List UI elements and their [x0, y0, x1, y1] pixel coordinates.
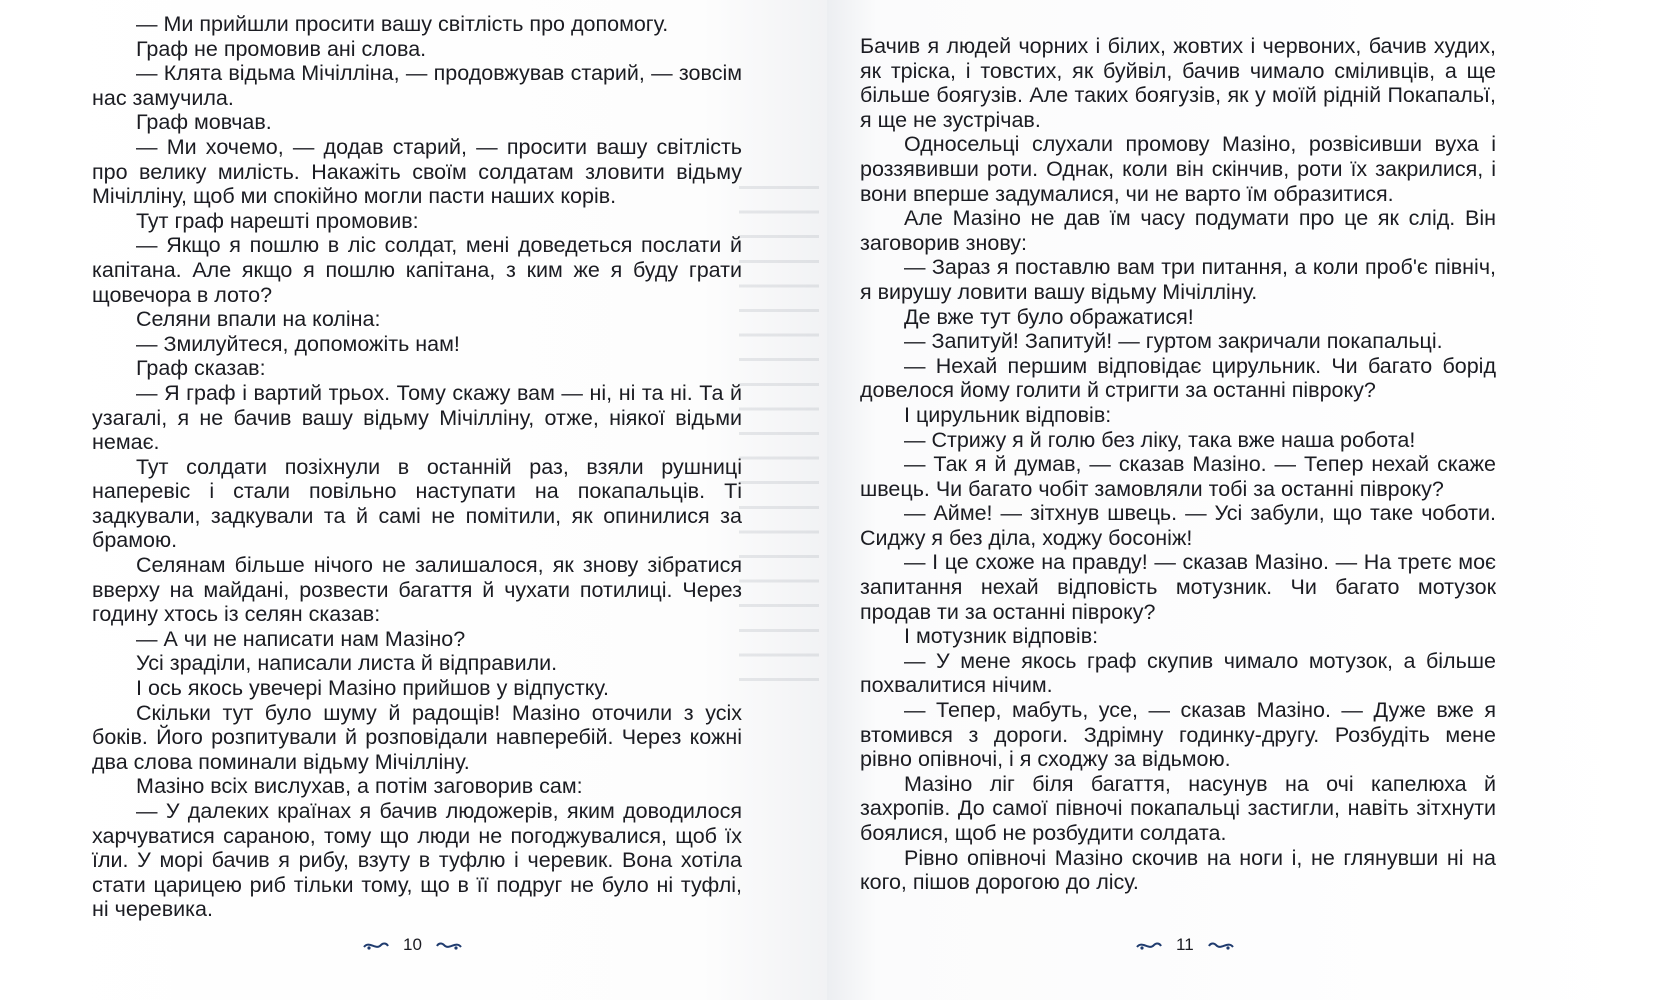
- paragraph: Бачив я людей чорних і білих, жовтих і червоних, бачив худих, як тріска, і товстих, як буйвіл, бачив чимало сміливців, а ще більше боягузів. Але таких боягузів, як у моїй рідній Покапальї, я ще не зустрічав.: [860, 34, 1496, 132]
- paragraph: — Айме! — зітхнув швець. — Усі забули, що таке чоботи. Сиджу я без діла, ходжу босоніж!: [860, 501, 1496, 550]
- show-through-text: [739, 170, 819, 690]
- paragraph: — Так я й думав, — сказав Мазіно. — Тепер нехай скаже швець. Чи багато чобіт замовляли тобі за останні півроку?: [860, 452, 1496, 501]
- paragraph: — А чи не написати нам Мазіно?: [136, 626, 466, 651]
- paragraph: Але Мазіно не дав їм часу подумати про це як слід. Він заговорив знову:: [860, 206, 1496, 255]
- paragraph: — Клята відьма Мічілліна, — продовжував старий, — зовсім нас замучила.: [92, 61, 742, 110]
- paragraph: — Ми хочемо, — додав старий, — просити вашу світлість про велику милість. Накажіть своїм солдатам зловити відьму Мічілліну, щоб ми спокійно могли пасти наших корів.: [92, 134, 742, 209]
- paragraph: Мазіно ліг біля багаття, насунув на очі капелюха й захропів. До самої півночі покапальці застигли, навіть зітхнути боялися, щоб не розбудити солдата.: [860, 771, 1496, 845]
- paragraph: Селяни впали на коліна:: [136, 307, 381, 332]
- scroll-flourish-icon: [1136, 938, 1162, 952]
- right-page: [827, 0, 1654, 1000]
- paragraph: Тут граф нарешті промовив:: [136, 208, 419, 233]
- paragraph: — Ми прийшли просити вашу світлість про допомогу.: [136, 12, 669, 36]
- left-page-text: [92, 12, 742, 922]
- page-number: 11: [1176, 935, 1194, 954]
- page-number: 10: [403, 935, 422, 954]
- paragraph: — Зараз я поставлю вам три питання, а коли проб'є північ, я вирушу ловити вашу відьму Мічілліну.: [860, 255, 1496, 304]
- paragraph: І мотузник відповів:: [904, 624, 1099, 649]
- paragraph: Рівно опівночі Мазіно скочив на ноги і, не глянувши ні на кого, пішов дорогою до лісу.: [860, 845, 1496, 895]
- paragraph: — Нехай першим відповідає цирульник. Чи багато борід довелося йому голити й стригти за останні півроку?: [860, 353, 1496, 403]
- scroll-flourish-icon: [363, 938, 389, 952]
- paragraph: — У мене якось граф скупив чимало мотузок, а більше похвалитися нічим.: [860, 648, 1496, 698]
- paragraph: І цирульник відповів:: [904, 402, 1112, 427]
- paragraph: Односельці слухали промову Мазіно, розвісивши вуха і роззявивши роти. Однак, коли він скінчив, роти їх закрилися, і вони вперше задумалися, чи не варто їм образитися.: [860, 132, 1496, 206]
- paragraph: — У далеких країнах я бачив людожерів, яким доводилося харчуватися сараною, тому що люди не погоджувалися, щоб їх їли. У морі бачив я рибу, взуту в туфлю і черевик. Вона хотіла стати царицею риб тільки тому, що в її подруг не було ні туфлі, ні черевика.: [92, 799, 742, 922]
- paragraph: Мазіно всіх вислухав, а потім заговорив сам:: [136, 774, 583, 799]
- left-page-folio: [363, 935, 462, 955]
- paragraph: Тут солдати позіхнули в останній раз, взяли рушниці наперевіс і стали повільно наступати на покапальців. Ті задкували, задкували та й самі не помітили, як опинилися за брамою.: [92, 454, 742, 553]
- paragraph: — І це схоже на правду! — сказав Мазіно. — На третє моє запитання нехай відповість мотузник. Чи багато мотузок продав ти за останні півроку?: [860, 550, 1496, 624]
- paragraph: — Запитуй! Запитуй! — гуртом закричали покапальці.: [904, 329, 1443, 354]
- paragraph: — Змилуйтеся, допоможіть нам!: [136, 331, 460, 356]
- paragraph: Усі зраділи, написали листа й відправили.: [136, 651, 558, 676]
- right-page-folio: [1136, 935, 1234, 955]
- paragraph: Селянам більше нічого не залишалося, як знову зібратися вверху на майдані, розвести багаття й чухати потилиці. Через годину хтось із селян сказав:: [92, 553, 742, 627]
- paragraph: Граф мовчав.: [136, 110, 272, 135]
- paragraph: — Я граф і вартий трьох. Тому скажу вам — ні, ні та ні. Та й узагалі, я не бачив вашу відьму Мічілліну, отже, ніякої відьми немає.: [92, 380, 742, 455]
- scroll-flourish-icon: [1208, 938, 1234, 952]
- paragraph: Граф не промовив ані слова.: [136, 36, 427, 61]
- paragraph: Скільки тут було шуму й радощів! Мазіно оточили з усіх боків. Його розпитували й розповідали навперебій. Через кожні два слова поминали відьму Мічілліну.: [92, 700, 742, 774]
- paragraph: Граф сказав:: [136, 356, 266, 381]
- scroll-flourish-icon: [436, 938, 462, 952]
- paragraph: Де вже тут було ображатися!: [904, 304, 1194, 329]
- paragraph: — Стрижу я й голю без ліку, така вже наша робота!: [904, 427, 1416, 452]
- paragraph: І ось якось увечері Мазіно прийшов у відпустку.: [136, 676, 609, 701]
- paragraph: — Якщо я пошлю в ліс солдат, мені доведеться послати й капітана. Але якщо я пошлю капітана, з ким же я буду грати щовечора в лото?: [92, 233, 742, 307]
- right-page-text: [860, 34, 1496, 895]
- paragraph: — Тепер, мабуть, усе, — сказав Мазіно. — Дуже вже я втомився з дороги. Здрімну годинку-другу. Розбудіть мене рівно опівночі, і я сходжу за відьмою.: [860, 698, 1496, 772]
